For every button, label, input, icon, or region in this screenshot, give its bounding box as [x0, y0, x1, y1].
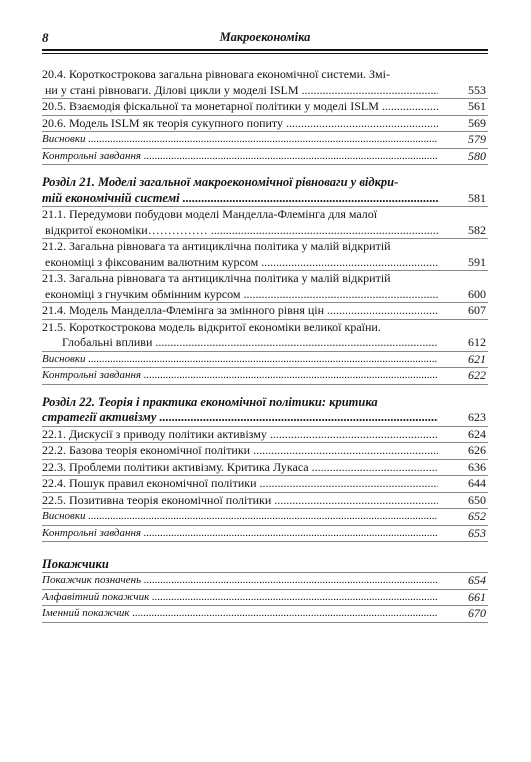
toc-page-number: 581 — [468, 190, 486, 205]
toc-entry-tasks-20: Контрольні завдання ..... 580 — [42, 149, 488, 166]
toc-indexes-heading: Покажчики — [42, 556, 488, 573]
toc-page-number: 661 — [468, 589, 486, 604]
toc-page-number: 623 — [468, 410, 486, 424]
toc-entry-symbols-index: Покажчик позначень ..... 654 — [42, 573, 488, 590]
toc-chapter-21: Розділ 21. Моделі загальної макроекономічної рівноваги у відкри- тій економічній системі ..... 581 — [42, 175, 488, 207]
toc-entry-21-4: 21.4. Модель Манделла-Флемінга за змінного рівня цін ..... 607 — [42, 303, 488, 320]
toc-entry-21-1: 21.1. Передумови побудови моделі Манделла-Флемінга для малої відкритої економіки…………… ..... 582 — [42, 207, 488, 239]
toc-page-number: 653 — [468, 525, 486, 540]
toc-page-number: 580 — [468, 148, 486, 163]
toc-entry-22-5: 22.5. Позитивна теорія економічної політики ..... 650 — [42, 493, 488, 510]
table-of-contents — [42, 67, 488, 623]
toc-page-number: 612 — [468, 335, 486, 349]
toc-chapter-22: Розділ 22. Теорія і практика економічної політики: критика стратегії активізму ..... 623 — [42, 395, 488, 427]
toc-entry-20-4: 20.4. Короткострокова загальна рівновага економічної системи. Змі- ни у стані рівноваги. Ділові цикли у моделі ISLM ..... 553 — [42, 67, 488, 99]
toc-entry-tasks-22: Контрольні завдання ..... 653 — [42, 526, 488, 543]
header-rule-thin — [42, 53, 488, 54]
toc-page-number: 607 — [468, 303, 486, 317]
toc-page-number: 626 — [468, 443, 486, 457]
toc-entry-name-index: Іменний покажчик ..... 670 — [42, 606, 488, 623]
toc-entry-20-5: 20.5. Взаємодія фіскальної та монетарної політики у моделі ISLM ..... 561 — [42, 99, 488, 116]
header-rule-thick — [42, 49, 488, 51]
toc-entry-conclusions-20: Висновки ..... 579 — [42, 132, 488, 149]
toc-page-number: 650 — [468, 492, 486, 507]
toc-entry-22-3: 22.3. Проблеми політики активізму. Критика Лукаса ..... 636 — [42, 460, 488, 477]
toc-entry-21-3: 21.3. Загальна рівновага та антициклічна політика у малій відкритій економіці з гнучким обмінним курсом ..... 600 — [42, 271, 488, 303]
page-number: 8 — [42, 30, 49, 45]
toc-page-number: 654 — [468, 573, 486, 587]
running-title: Макроекономіка — [219, 30, 311, 44]
toc-page-number: 561 — [468, 99, 486, 113]
running-header — [42, 30, 488, 48]
toc-page-number: 553 — [468, 82, 486, 97]
toc-page-number: 670 — [468, 606, 486, 620]
toc-page-number: 621 — [468, 351, 486, 366]
toc-page-number: 644 — [468, 476, 486, 490]
toc-entry-21-5: 21.5. Короткострокова модель відкритої економіки великої країни. Глобальні впливи ..... 612 — [42, 320, 488, 352]
toc-entry-22-2: 22.2. Базова теорія економічної політики ..... 626 — [42, 443, 488, 460]
toc-entry-conclusions-22: Висновки ..... 652 — [42, 509, 488, 526]
toc-page-number: 569 — [468, 115, 486, 130]
toc-entry-22-1: 22.1. Дискусії з приводу політики активізму ..... 624 — [42, 427, 488, 444]
toc-entry-tasks-21: Контрольні завдання ..... 622 — [42, 368, 488, 385]
toc-page-number: 582 — [468, 222, 486, 237]
toc-page-number: 622 — [468, 368, 486, 382]
toc-page-number: 579 — [468, 132, 486, 146]
toc-page-number: 624 — [468, 426, 486, 441]
toc-entry-20-6: 20.6. Модель ISLM як теорія сукупного попиту ..... 569 — [42, 116, 488, 133]
toc-page-number: 591 — [468, 254, 486, 269]
toc-page-number: 600 — [468, 286, 486, 301]
toc-entry-conclusions-21: Висновки ..... 621 — [42, 352, 488, 369]
toc-page-number: 652 — [468, 509, 486, 523]
toc-page-number: 636 — [468, 459, 486, 474]
toc-entry-21-2: 21.2. Загальна рівновага та антициклічна політика у малій відкритій економіці з фіксованим валютним курсом ..... 591 — [42, 239, 488, 271]
toc-entry-22-4: 22.4. Пошук правил економічної політики ..... 644 — [42, 476, 488, 493]
toc-entry-alphabetical-index: Алфавітний покажчик ..... 661 — [42, 590, 488, 607]
